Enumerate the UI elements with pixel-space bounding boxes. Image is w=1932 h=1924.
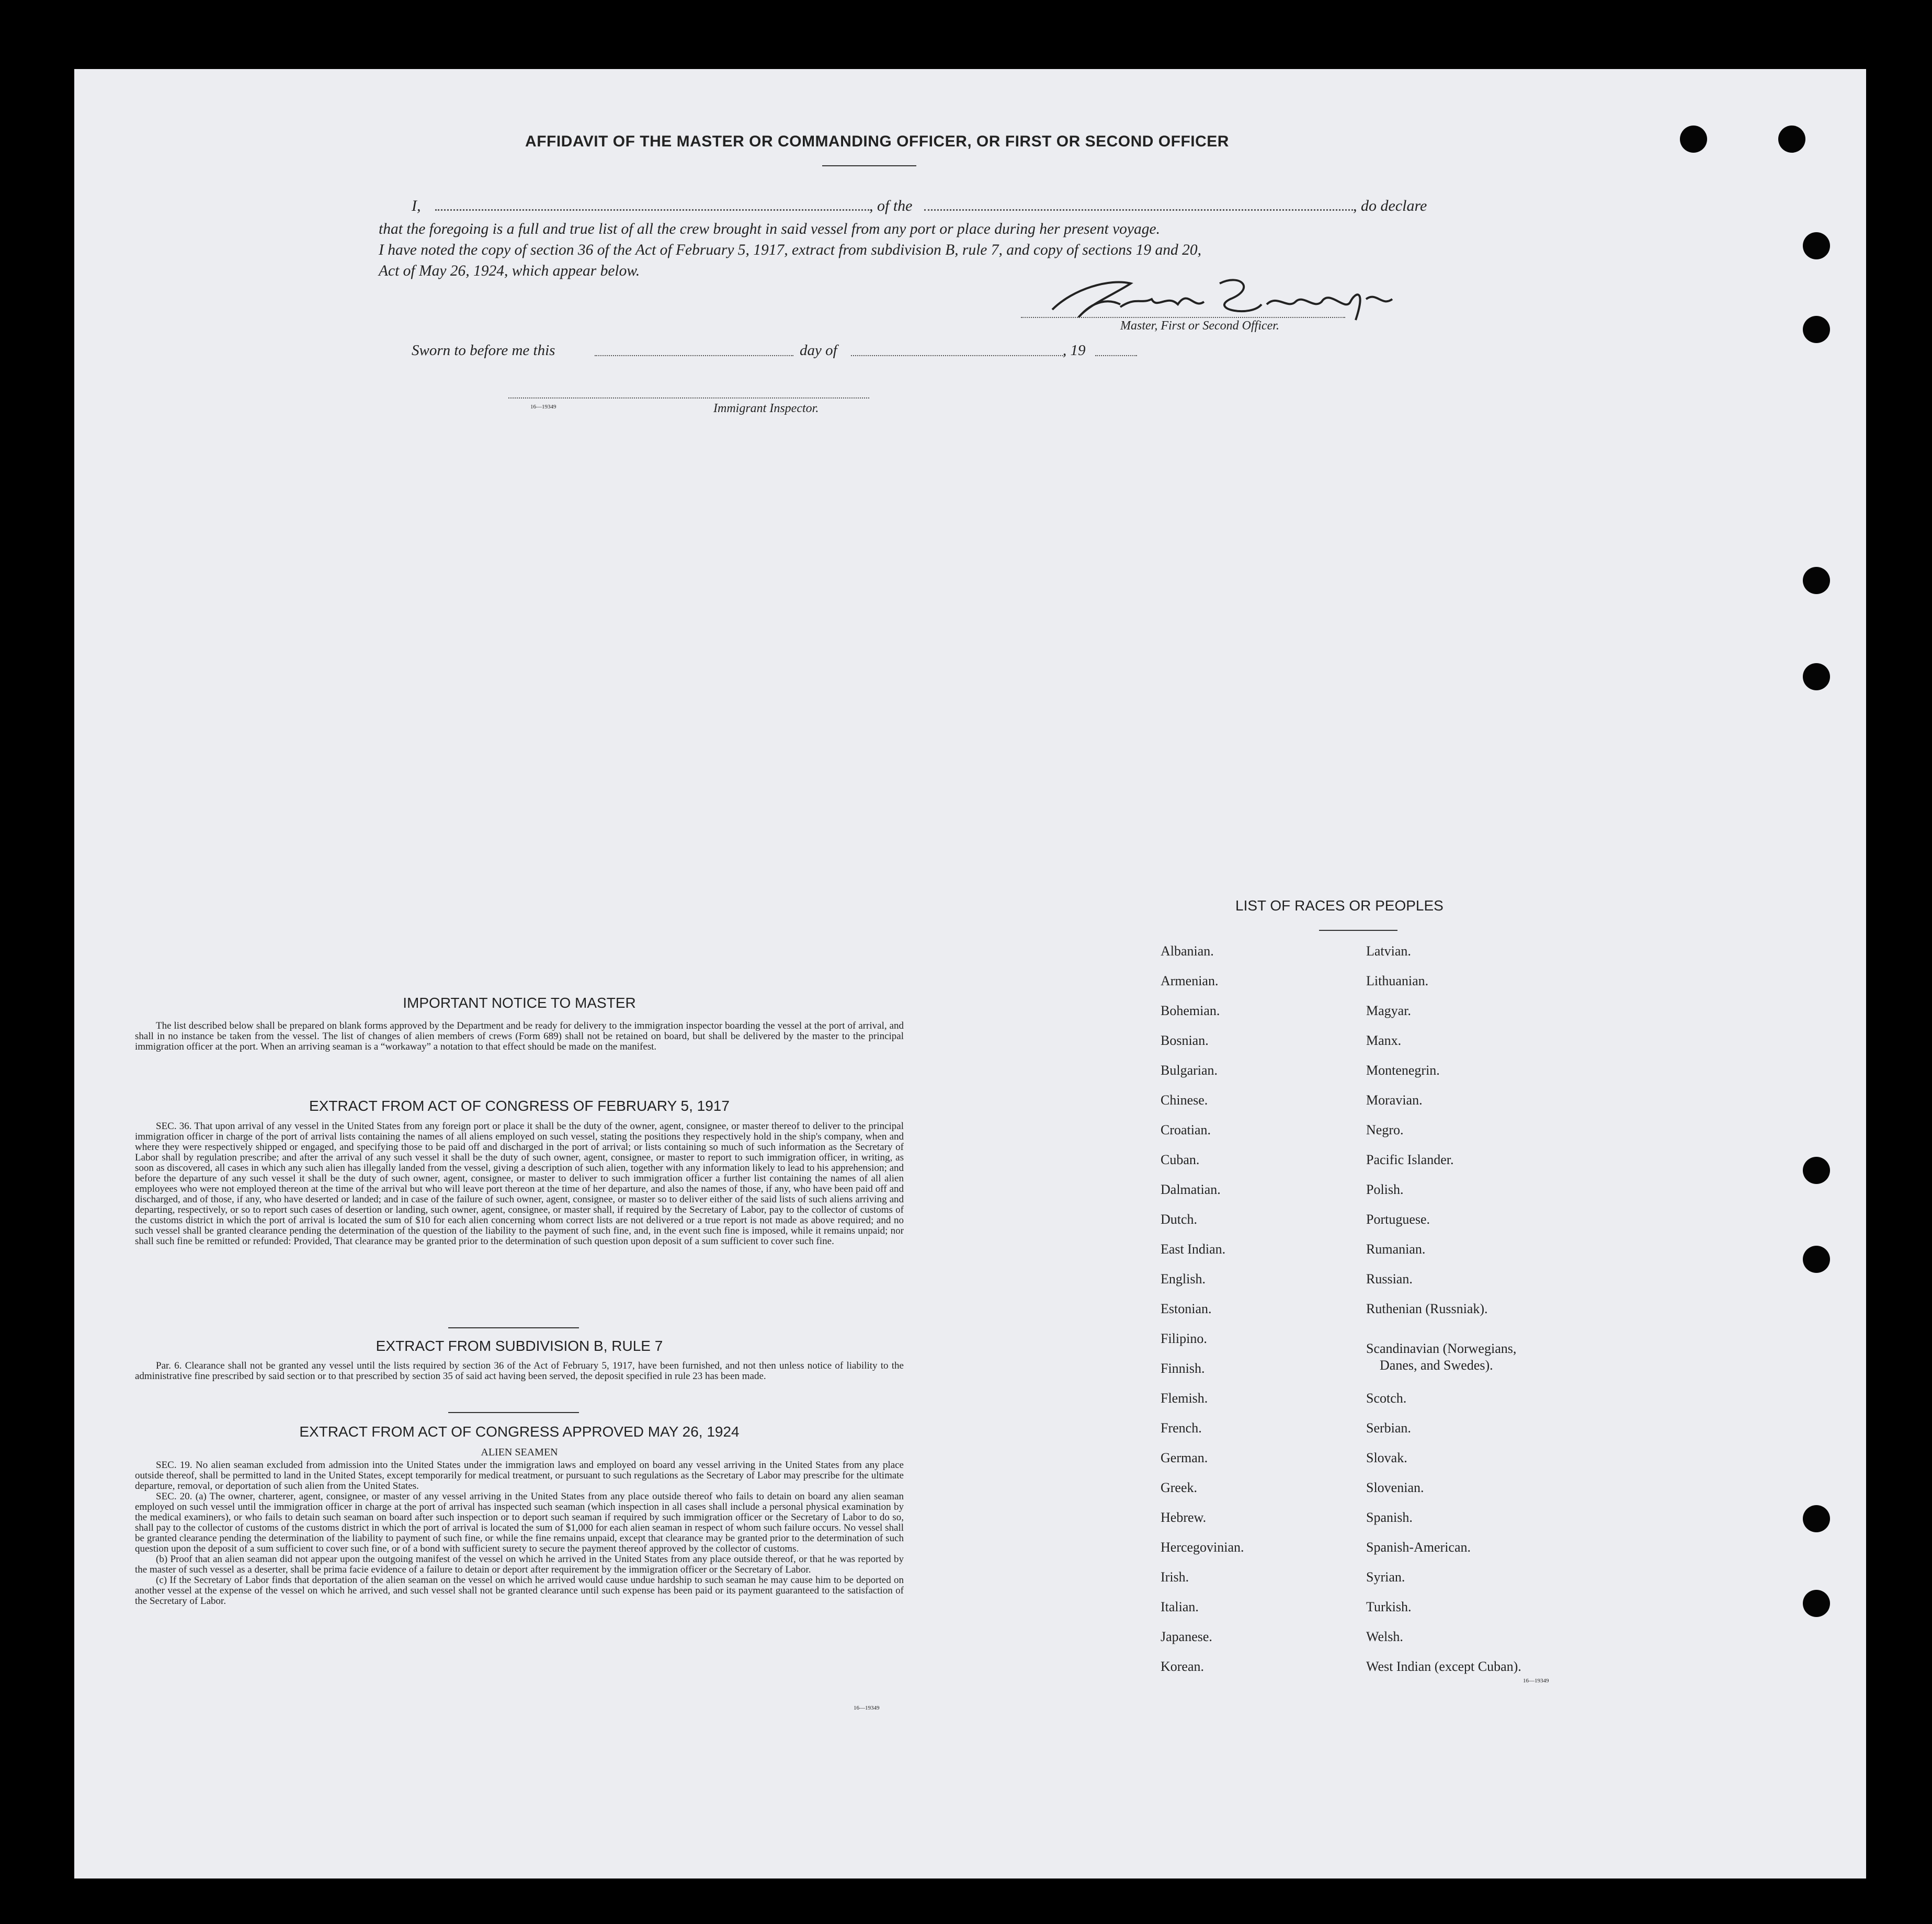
race-item: Negro. [1366, 1122, 1404, 1137]
title-divider [822, 165, 916, 166]
race-item: Welsh. [1366, 1629, 1403, 1644]
extract-rule7-title: EXTRACT FROM SUBDIVISION B, RULE 7 [376, 1338, 663, 1354]
race-item: Russian. [1366, 1271, 1413, 1287]
name-blank [435, 209, 869, 211]
sworn-day-of: day of [800, 342, 837, 359]
race-item: Flemish. [1161, 1391, 1208, 1406]
divider-rule-7 [448, 1327, 579, 1328]
race-item: Hercegovinian. [1161, 1540, 1244, 1555]
form-number-left: 16—19349 [854, 1705, 880, 1711]
punch-hole [1803, 567, 1830, 594]
race-item: Lithuanian. [1366, 973, 1429, 988]
affidavit-declare: , do declare [1353, 197, 1427, 214]
race-item: German. [1161, 1450, 1208, 1465]
race-item: Filipino. [1161, 1331, 1207, 1346]
affidavit-line-4: Act of May 26, 1924, which appear below. [379, 263, 640, 279]
punch-hole [1778, 126, 1805, 153]
punch-hole [1803, 232, 1830, 259]
form-number-races: 16—19349 [1523, 1678, 1549, 1684]
race-item: Syrian. [1366, 1569, 1405, 1585]
punch-hole [1803, 1157, 1830, 1184]
race-item: Chinese. [1161, 1092, 1208, 1108]
alien-seamen-subtitle: ALIEN SEAMEN [481, 1447, 558, 1458]
signature-line [1021, 317, 1345, 318]
race-item: Korean. [1161, 1659, 1204, 1674]
punch-hole [1803, 1246, 1830, 1273]
punch-hole [1680, 126, 1707, 153]
race-item: Bosnian. [1161, 1033, 1209, 1048]
race-item: Finnish. [1161, 1361, 1205, 1376]
inspector-caption: Immigrant Inspector. [713, 402, 819, 415]
race-item: East Indian. [1161, 1242, 1226, 1257]
race-item: Portuguese. [1366, 1212, 1430, 1227]
race-item: Croatian. [1161, 1122, 1211, 1137]
punch-hole [1803, 1505, 1830, 1532]
sec-19-body [135, 1460, 904, 1607]
sec-20a-text: SEC. 20. (a) The owner, charterer, agent, consignee, or master of any vessel arriving in the United States from any place outside thereof who fails to detain on board any alien seaman employed on such vessel until the immigration officer in charge at the port of arrival has inspected such seaman (which inspection in all cases shall include a personal physical examination by the medical examiners), or who fails to detain such seaman on board after such inspection or to deport such seaman if required by such immigration officer or the Secretary of Labor to do so, shall pay to the collector of customs of the customs district in which the port of arrival is located the sum of $1,000 for each alien seaman in respect of whom such failure occurs. No vessel shall be granted clearance pending the determination of the liability to payment of such fine, or while the fine remains unpaid, except that clearance may be granted prior to the determination of such question upon the deposit of a sum sufficient to cover such fine, or of a bond with sufficient surety to secure the payment thereof approved by the collector of customs. [135, 1491, 904, 1554]
race-item: Bohemian. [1161, 1003, 1220, 1018]
race-item: Armenian. [1161, 973, 1219, 988]
race-item: Latvian. [1366, 943, 1411, 959]
races-title: LIST OF RACES OR PEOPLES [1235, 897, 1444, 914]
notice-body: The list described below shall be prepared on blank forms approved by the Department and be ready for delivery to the immigration inspector boarding the vessel at the port of arrival, and shall in no instance be taken from the vessel. The list of changes of alien members of crews (Form 689) shall not be retained on board, but shall be delivered by the master to the principal immigration officer at the port. When an arriving seaman is a “workaway” a notation to that effect should be made on the manifest. [135, 1020, 904, 1052]
race-item: Rumanian. [1366, 1242, 1426, 1257]
race-item: Dalmatian. [1161, 1182, 1221, 1197]
punch-hole [1803, 316, 1830, 343]
punch-hole [1803, 1590, 1830, 1617]
form-number-top: 16—19349 [530, 404, 556, 410]
race-item: Dutch. [1161, 1212, 1198, 1227]
sworn-year: , 19 [1063, 342, 1086, 359]
race-item: Slovak. [1366, 1450, 1407, 1465]
race-item: Greek. [1161, 1480, 1198, 1495]
race-item: Estonian. [1161, 1301, 1212, 1316]
race-item: Spanish. [1366, 1510, 1413, 1525]
race-item: Scotch. [1366, 1391, 1407, 1406]
race-item: Polish. [1366, 1182, 1404, 1197]
affidavit-of-the: , of the [869, 197, 913, 214]
race-item: Slovenian. [1366, 1480, 1424, 1495]
race-item: Pacific Islander. [1366, 1152, 1454, 1167]
affidavit-title: AFFIDAVIT OF THE MASTER OR COMMANDING OFFICER, OR FIRST OR SECOND OFFICER [525, 133, 1229, 150]
race-item: Albanian. [1161, 943, 1214, 959]
extract-1917-body: SEC. 36. That upon arrival of any vessel in the United States from any foreign port or place it shall be the duty of the owner, agent, consignee, or master thereof to deliver to the principal immigration officer in charge of the port of arrival lists containing the names of all aliens employed on such vessel, stating the positions they respectively hold in the ship's company, when and where they were respectively shipped or engaged, and specifying those to be paid off and discharged in the port of arrival; or lists containing so much of such information as the Secretary of Labor shall by regulation prescribe; and after the arrival of any such vessel it shall be the duty of such owner, agent, consignee, or master to report to such immigration officer, in writing, as soon as discovered, all cases in which any such alien has illegally landed from the vessel, giving a description of such alien, together with any information likely to lead to his apprehension; and before the departure of any such vessel it shall be the duty of such owner, agent, consignee, or master to deliver to such immigration officer a further list containing the names of all alien employees who were not employed thereon at the time of the arrival but who will leave port thereon at the time of her departure, and also the names of those, if any, who have been paid off and discharged, and of those, if any, who have deserted or landed; and in case of the failure of such owner, agent, consignee, or master so to deliver either of the said lists of such aliens arriving and departing, respectively, or so to report such cases of desertion or landing, such owner, agent, consignee, or master shall, if required by the Secretary of Labor, pay to the collector of customs of the customs district in which the port of arrival is located the sum of $10 for each alien concerning whom correct lists are not delivered or a true report is not made as above required; and no such vessel shall be granted clearance pending the determination of the question of the liability to the payment of such fine, and, in the event such fine is imposed, while it remains unpaid; nor shall such fine be remitted or refunded: Provided, That clearance may be granted prior to the determination of such question upon deposit of a sum sufficient to cover such fine. [135, 1121, 904, 1247]
sec-19-text: SEC. 19. No alien seaman excluded from admission into the United States under the immigration laws and employed on board any vessel arriving in the United States from any place outside thereof, shall be permitted to land in the United States, except temporarily for medical treatment, or pursuant to such regulations as the Secretary of Labor may prescribe for the ultimate departure, removal, or deportation of such alien from the United States. [135, 1460, 904, 1492]
signature-caption: Master, First or Second Officer. [1120, 319, 1279, 333]
race-item: Serbian. [1366, 1420, 1411, 1436]
sworn-prefix: Sworn to before me this [412, 342, 555, 359]
divider-1924 [448, 1412, 579, 1413]
year-blank [1095, 355, 1137, 356]
affidavit-i: I, [412, 197, 421, 214]
race-item: Hebrew. [1161, 1510, 1207, 1525]
day-blank [595, 355, 793, 356]
form-page [74, 69, 1866, 1879]
race-item: Manx. [1366, 1033, 1402, 1048]
sec-20c-text: (c) If the Secretary of Labor finds that deportation of the alien seaman on the vessel on which he arrived would cause undue hardship to such seaman he may cause him to be deported on another vessel at the expense of the vessel on which he arrived, and such vessel shall not be granted clearance until such expense has been paid or its payment guaranteed to the satisfaction of the Secretary of Labor. [135, 1575, 904, 1607]
race-item: Montenegrin. [1366, 1063, 1440, 1078]
races-divider [1319, 930, 1397, 931]
race-item: Bulgarian. [1161, 1063, 1218, 1078]
race-item: Cuban. [1161, 1152, 1200, 1167]
race-item-continued: Danes, and Swedes). [1380, 1358, 1493, 1373]
race-item: Ruthenian (Russniak). [1366, 1301, 1488, 1316]
punch-hole [1803, 663, 1830, 690]
race-item: English. [1161, 1271, 1206, 1287]
affidavit-line-2: that the foregoing is a full and true list of all the crew brought in said vessel from any port or place during her present voyage. [379, 221, 1160, 237]
extract-1917-title: EXTRACT FROM ACT OF CONGRESS OF FEBRUARY 5, 1917 [309, 1098, 730, 1114]
month-blank [851, 355, 1065, 356]
race-item: Spanish-American. [1366, 1540, 1471, 1555]
race-item: Magyar. [1366, 1003, 1411, 1018]
race-item: Moravian. [1366, 1092, 1423, 1108]
inspector-line [508, 397, 869, 399]
extract-rule7-body: Par. 6. Clearance shall not be granted any vessel until the lists required by section 36 of the Act of February 5, 1917, have been furnished, and not then unless notice of liability to the administrative fine prescribed by said section or to that prescribed by section 35 of said act having been served, the deposit specified in rule 23 has been made. [135, 1360, 904, 1382]
sec-20b-text: (b) Proof that an alien seaman did not appear upon the outgoing manifest of the vessel on which he arrived in the United States from any place outside thereof, or that he was reported by the master of such vessel as a deserter, shall be prima facie evidence of a failure to detain or deport after requirement by the immigration officer or the Secretary of Labor. [135, 1554, 904, 1575]
race-item: Japanese. [1161, 1629, 1212, 1644]
notice-title: IMPORTANT NOTICE TO MASTER [403, 995, 636, 1011]
race-item: Turkish. [1366, 1599, 1412, 1614]
race-item: Scandinavian (Norwegians, [1366, 1341, 1517, 1356]
race-item: West Indian (except Cuban). [1366, 1659, 1521, 1674]
vessel-blank [924, 209, 1353, 211]
race-item: Italian. [1161, 1599, 1199, 1614]
affidavit-line-3: I have noted the copy of section 36 of the Act of February 5, 1917, extract from subdivision B, rule 7, and copy of sections 19 and 20, [379, 242, 1202, 258]
race-item: Irish. [1161, 1569, 1189, 1585]
extract-1924-title: EXTRACT FROM ACT OF CONGRESS APPROVED MAY 26, 1924 [299, 1424, 740, 1440]
race-item: French. [1161, 1420, 1202, 1436]
